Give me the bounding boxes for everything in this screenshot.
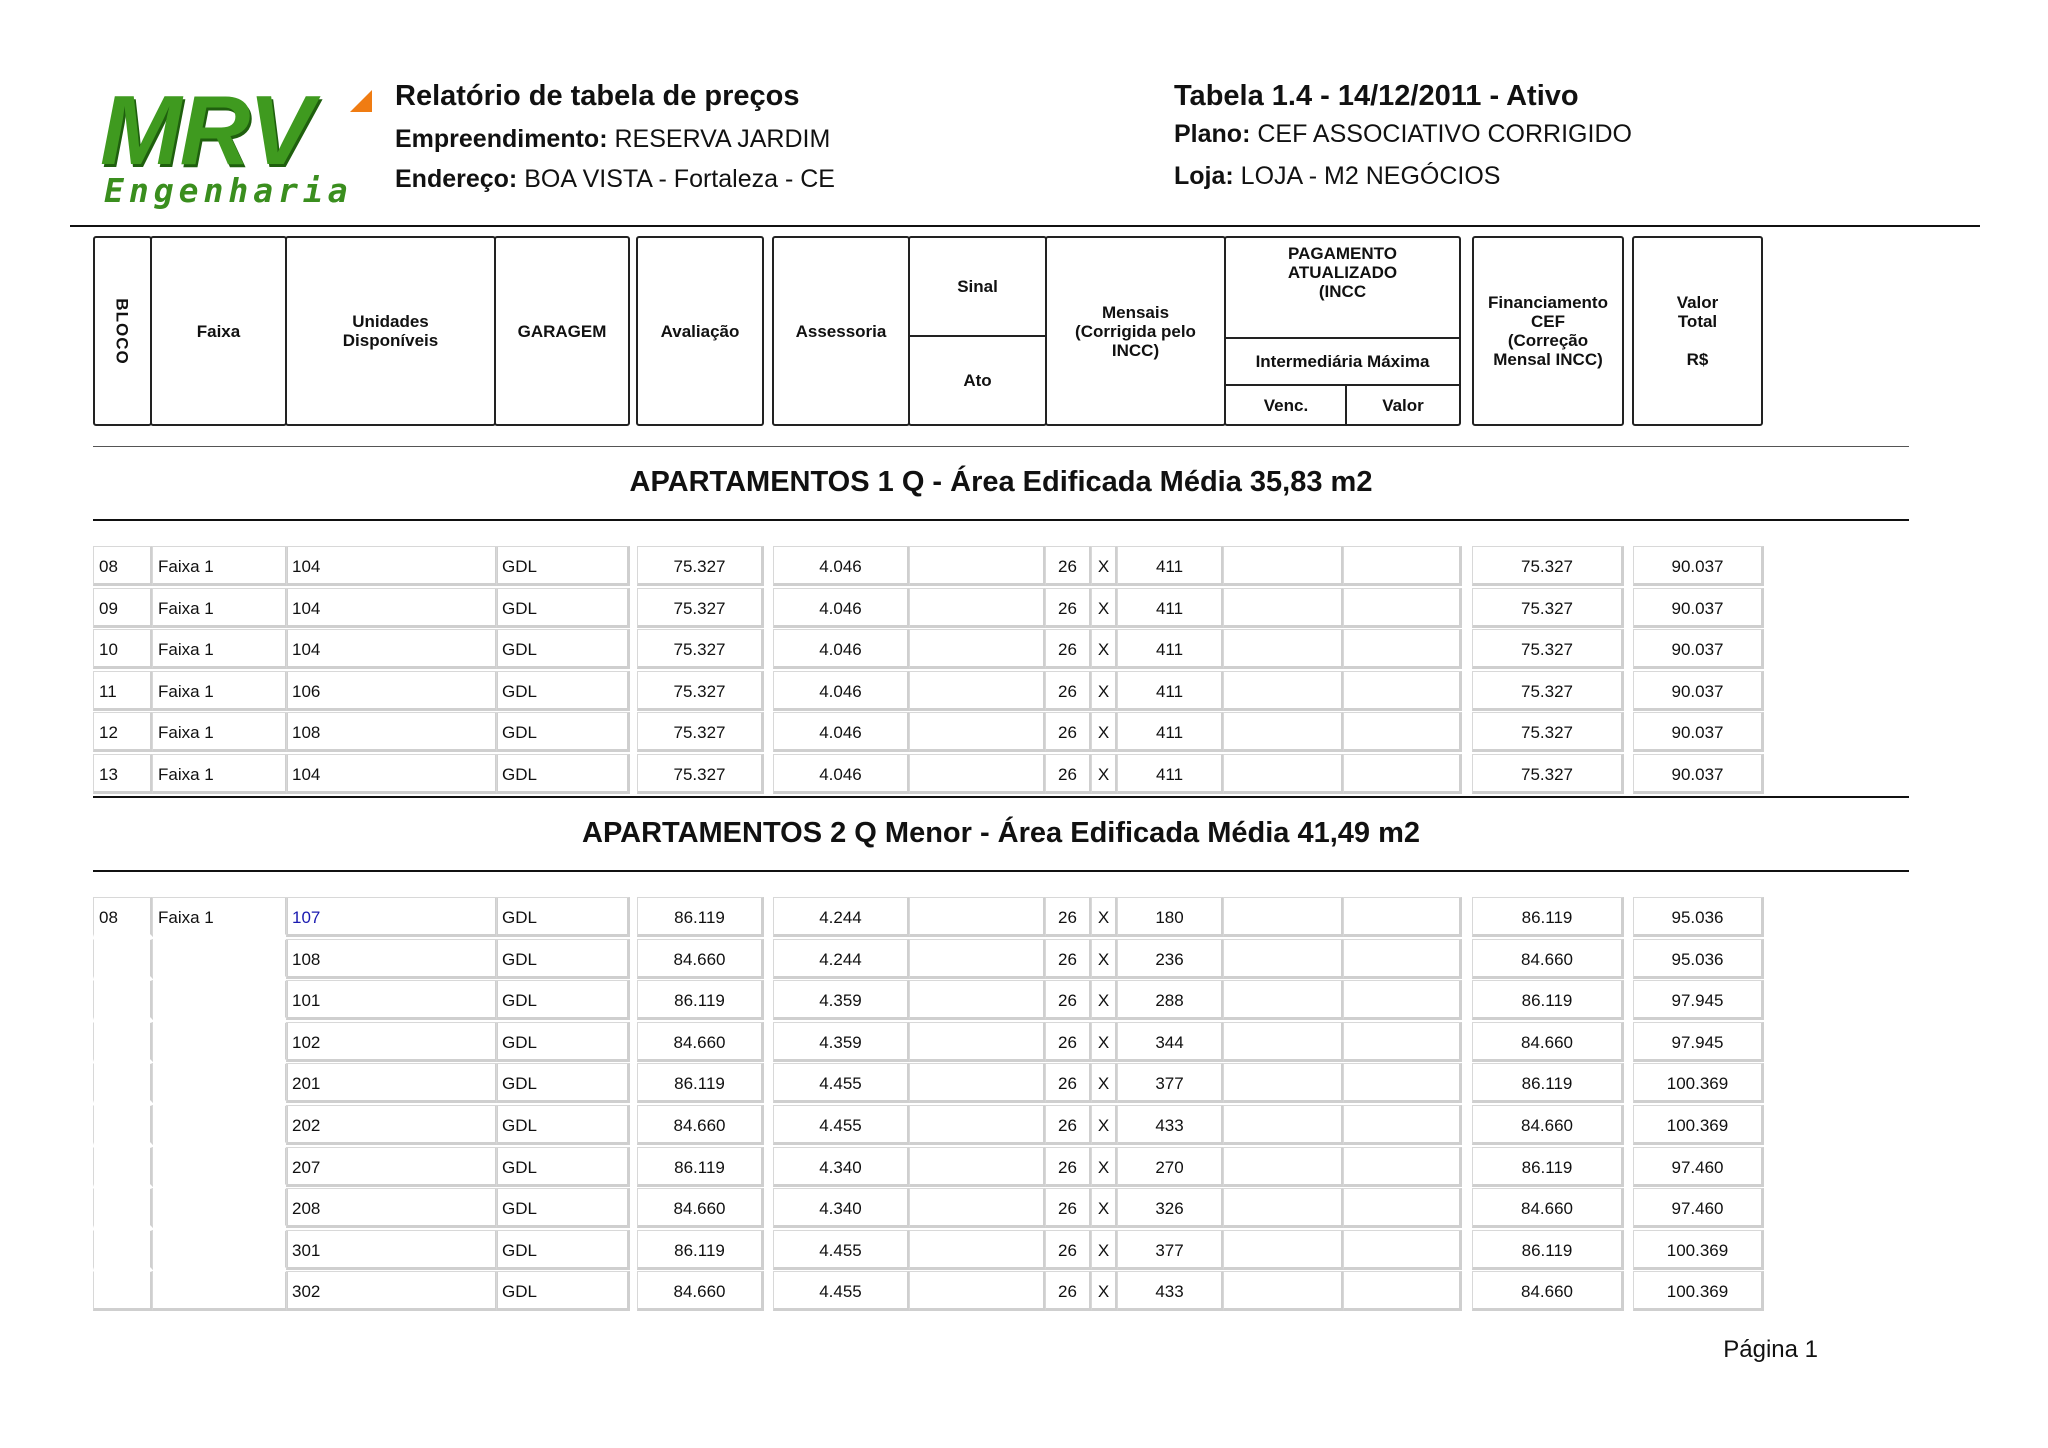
- cell-faixa: [152, 1147, 288, 1187]
- cell-garagem: GDL: [496, 1147, 630, 1187]
- cell-x: X: [1091, 588, 1118, 628]
- cell-x: X: [1091, 754, 1118, 794]
- section-title-2q: APARTAMENTOS 2 Q Menor - Área Edificada Média 41,49 m2: [582, 817, 1420, 849]
- cell-valor: [1343, 939, 1462, 979]
- cell-assessoria: 4.244: [773, 939, 910, 979]
- section2-top-rule: [93, 796, 1909, 798]
- cell-ato: [909, 1105, 1046, 1145]
- cell-garagem: GDL: [496, 1230, 630, 1270]
- cell-avaliacao: 75.327: [637, 754, 764, 794]
- cell-mensal: 236: [1117, 939, 1224, 979]
- cell-unidade: 104: [286, 754, 498, 794]
- cell-bloco: [93, 1105, 153, 1145]
- cell-faixa: [152, 1063, 288, 1103]
- cell-bloco: 13: [93, 754, 153, 794]
- cell-n: 26: [1045, 1063, 1092, 1103]
- cell-valor: [1343, 1022, 1462, 1062]
- col-intermediaria: Intermediária Máxima: [1255, 352, 1430, 371]
- cell-valor: [1343, 1147, 1462, 1187]
- cell-assessoria: 4.340: [773, 1147, 910, 1187]
- table-row: [0, 980, 2048, 1020]
- cell-total: 90.037: [1633, 546, 1764, 586]
- cell-venc: [1223, 546, 1344, 586]
- cell-x: X: [1091, 980, 1118, 1020]
- cell-mensal: 411: [1117, 712, 1224, 752]
- cell-n: 26: [1045, 1188, 1092, 1228]
- cell-valor: [1343, 980, 1462, 1020]
- cell-ato: [909, 939, 1046, 979]
- col-venc: Venc.: [1263, 395, 1309, 415]
- cell-n: 26: [1045, 1147, 1092, 1187]
- cell-garagem: GDL: [496, 980, 630, 1020]
- cell-garagem: GDL: [496, 1063, 630, 1103]
- cell-total: 95.036: [1633, 939, 1764, 979]
- cell-assessoria: 4.455: [773, 1105, 910, 1145]
- cell-mensal: 433: [1117, 1105, 1224, 1145]
- cell-total: 90.037: [1633, 671, 1764, 711]
- cell-bloco: 08: [93, 546, 153, 586]
- empreendimento-line: [395, 125, 830, 154]
- cell-x: X: [1091, 1188, 1118, 1228]
- cell-mensal: 326: [1117, 1188, 1224, 1228]
- cell-unidade: 202: [286, 1105, 498, 1145]
- endereco-value: BOA VISTA - Fortaleza - CE: [524, 165, 835, 193]
- cell-venc: [1223, 897, 1344, 937]
- cell-ato: [909, 671, 1046, 711]
- cell-ato: [909, 588, 1046, 628]
- cell-avaliacao: 75.327: [637, 546, 764, 586]
- cell-mensal: 344: [1117, 1022, 1224, 1062]
- cell-venc: [1223, 1230, 1344, 1270]
- logo-subtitle: Engenharia: [104, 171, 353, 210]
- cell-assessoria: 4.359: [773, 980, 910, 1020]
- col-sinal: Sinal: [957, 277, 998, 296]
- cell-unidade: 108: [286, 939, 498, 979]
- cell-bloco: [93, 939, 153, 979]
- cell-x: X: [1091, 629, 1118, 669]
- cell-financiamento: 84.660: [1472, 1188, 1624, 1228]
- cell-unidade: 104: [286, 629, 498, 669]
- cell-faixa: [152, 1271, 288, 1311]
- cell-garagem: GDL: [496, 754, 630, 794]
- cell-venc: [1223, 1063, 1344, 1103]
- cell-unidade: 108: [286, 712, 498, 752]
- cell-x: X: [1091, 1271, 1118, 1311]
- cell-x: X: [1091, 1022, 1118, 1062]
- cell-x: X: [1091, 939, 1118, 979]
- cell-financiamento: 86.119: [1472, 897, 1624, 937]
- cell-mensal: 377: [1117, 1063, 1224, 1103]
- table-row: [0, 1271, 2048, 1311]
- cell-avaliacao: 84.660: [637, 1188, 764, 1228]
- cell-garagem: GDL: [496, 712, 630, 752]
- cell-garagem: GDL: [496, 588, 630, 628]
- cell-mensal: 411: [1117, 588, 1224, 628]
- report-title: Relatório de tabela de preços: [395, 80, 800, 112]
- cell-x: X: [1091, 1147, 1118, 1187]
- cell-total: 97.945: [1633, 980, 1764, 1020]
- cell-ato: [909, 629, 1046, 669]
- cell-avaliacao: 86.119: [637, 1147, 764, 1187]
- cell-mensal: 411: [1117, 629, 1224, 669]
- cell-bloco: [93, 1063, 153, 1103]
- table-row: [0, 1063, 2048, 1103]
- cell-financiamento: 84.660: [1472, 939, 1624, 979]
- cell-total: 90.037: [1633, 754, 1764, 794]
- cell-venc: [1223, 712, 1344, 752]
- cell-ato: [909, 754, 1046, 794]
- cell-valor: [1343, 1188, 1462, 1228]
- cell-unidade: 207: [286, 1147, 498, 1187]
- cell-faixa: [152, 980, 288, 1020]
- cell-mensal: 377: [1117, 1230, 1224, 1270]
- cell-avaliacao: 86.119: [637, 1063, 764, 1103]
- mrv-logo: [100, 75, 370, 210]
- endereco-line: [395, 165, 835, 194]
- table-row: [0, 897, 2048, 937]
- cell-assessoria: 4.046: [773, 712, 910, 752]
- cell-financiamento: 75.327: [1472, 629, 1624, 669]
- cell-valor: [1343, 1063, 1462, 1103]
- cell-valor: [1343, 754, 1462, 794]
- table-row: [0, 1105, 2048, 1145]
- cell-avaliacao: 86.119: [637, 980, 764, 1020]
- cell-mensal: 411: [1117, 671, 1224, 711]
- col-garagem: GARAGEM: [494, 236, 630, 426]
- cell-venc: [1223, 671, 1344, 711]
- cell-total: 100.369: [1633, 1063, 1764, 1103]
- cell-valor: [1343, 1271, 1462, 1311]
- cell-valor: [1343, 629, 1462, 669]
- cell-faixa: [152, 1022, 288, 1062]
- cell-mensal: 270: [1117, 1147, 1224, 1187]
- cell-bloco: 08: [93, 897, 153, 937]
- cell-bloco: 09: [93, 588, 153, 628]
- cell-garagem: GDL: [496, 1188, 630, 1228]
- cell-n: 26: [1045, 546, 1092, 586]
- cell-n: 26: [1045, 897, 1092, 937]
- cell-assessoria: 4.455: [773, 1230, 910, 1270]
- cell-x: X: [1091, 671, 1118, 711]
- col-bloco: BLOCO: [93, 236, 152, 426]
- cell-bloco: 11: [93, 671, 153, 711]
- cell-assessoria: 4.046: [773, 588, 910, 628]
- table-row: [0, 1188, 2048, 1228]
- cell-x: X: [1091, 712, 1118, 752]
- cell-bloco: [93, 1022, 153, 1062]
- cell-avaliacao: 75.327: [637, 712, 764, 752]
- col-ato: Ato: [963, 371, 992, 390]
- cell-ato: [909, 712, 1046, 752]
- col-pagamento: PAGAMENTO ATUALIZADO (INCC: [1287, 244, 1398, 301]
- cell-mensal: 411: [1117, 754, 1224, 794]
- loja-label: Loja:: [1174, 162, 1234, 190]
- cell-financiamento: 84.660: [1472, 1271, 1624, 1311]
- cell-mensal: 288: [1117, 980, 1224, 1020]
- cell-assessoria: 4.046: [773, 754, 910, 794]
- cell-garagem: GDL: [496, 546, 630, 586]
- cell-valor: [1343, 1105, 1462, 1145]
- cell-n: 26: [1045, 1022, 1092, 1062]
- cell-x: X: [1091, 897, 1118, 937]
- cell-unidade: 104: [286, 546, 498, 586]
- cell-valor: [1343, 897, 1462, 937]
- cell-avaliacao: 84.660: [637, 939, 764, 979]
- cell-assessoria: 4.359: [773, 1022, 910, 1062]
- cell-total: 90.037: [1633, 629, 1764, 669]
- cell-garagem: GDL: [496, 1271, 630, 1311]
- cell-total: 100.369: [1633, 1230, 1764, 1270]
- cell-ato: [909, 546, 1046, 586]
- cell-total: 97.945: [1633, 1022, 1764, 1062]
- cell-garagem: GDL: [496, 1022, 630, 1062]
- cell-ato: [909, 1230, 1046, 1270]
- cell-total: 100.369: [1633, 1105, 1764, 1145]
- cell-venc: [1223, 1271, 1344, 1311]
- cell-financiamento: 86.119: [1472, 1063, 1624, 1103]
- col-unidades: Unidades Disponíveis: [285, 236, 496, 426]
- cell-faixa: Faixa 1: [152, 671, 288, 711]
- cell-bloco: [93, 1147, 153, 1187]
- cell-x: X: [1091, 546, 1118, 586]
- table-row: [0, 712, 2048, 752]
- cell-garagem: GDL: [496, 1105, 630, 1145]
- empreendimento-value: RESERVA JARDIM: [614, 125, 831, 153]
- table-row: [0, 671, 2048, 711]
- section-title-1q: APARTAMENTOS 1 Q - Área Edificada Média 35,83 m2: [629, 466, 1373, 498]
- cell-venc: [1223, 939, 1344, 979]
- loja-value: LOJA - M2 NEGÓCIOS: [1240, 162, 1501, 190]
- cell-avaliacao: 84.660: [637, 1022, 764, 1062]
- cell-faixa: [152, 1105, 288, 1145]
- col-financiamento: Financiamento CEF (Correção Mensal INCC): [1472, 236, 1624, 426]
- table-row: [0, 1230, 2048, 1270]
- cell-valor: [1343, 588, 1462, 628]
- cell-valor: [1343, 1230, 1462, 1270]
- cell-assessoria: 4.340: [773, 1188, 910, 1228]
- table-row: [0, 1022, 2048, 1062]
- cell-assessoria: 4.244: [773, 897, 910, 937]
- cell-financiamento: 75.327: [1472, 712, 1624, 752]
- cell-bloco: 12: [93, 712, 153, 752]
- cell-ato: [909, 980, 1046, 1020]
- header-divider: [70, 225, 1980, 227]
- cell-unidade: 102: [286, 1022, 498, 1062]
- cell-assessoria: 4.046: [773, 546, 910, 586]
- loja-line: [1174, 162, 1500, 191]
- cell-faixa: Faixa 1: [152, 897, 288, 937]
- cell-avaliacao: 86.119: [637, 1230, 764, 1270]
- cell-faixa: [152, 1188, 288, 1228]
- cell-unidade: 201: [286, 1063, 498, 1103]
- cell-x: X: [1091, 1230, 1118, 1270]
- col-assessoria: Assessoria: [772, 236, 910, 426]
- cell-bloco: [93, 1188, 153, 1228]
- cell-x: X: [1091, 1105, 1118, 1145]
- cell-bloco: [93, 980, 153, 1020]
- cell-total: 90.037: [1633, 588, 1764, 628]
- cell-faixa: Faixa 1: [152, 712, 288, 752]
- table-row: [0, 629, 2048, 669]
- cell-financiamento: 75.327: [1472, 754, 1624, 794]
- cell-venc: [1223, 1147, 1344, 1187]
- col-pagamento-group: [1224, 236, 1461, 426]
- table-row: [0, 546, 2048, 586]
- cell-assessoria: 4.455: [773, 1063, 910, 1103]
- cell-unidade: 302: [286, 1271, 498, 1311]
- cell-ato: [909, 1188, 1046, 1228]
- cell-mensal: 433: [1117, 1271, 1224, 1311]
- cell-x: X: [1091, 1063, 1118, 1103]
- cell-n: 26: [1045, 980, 1092, 1020]
- logo-swoosh-icon: [350, 90, 372, 112]
- endereco-label: Endereço:: [395, 165, 518, 193]
- cell-venc: [1223, 1022, 1344, 1062]
- cell-financiamento: 75.327: [1472, 546, 1624, 586]
- cell-venc: [1223, 588, 1344, 628]
- cell-faixa: [152, 939, 288, 979]
- cell-n: 26: [1045, 588, 1092, 628]
- table-row: [0, 1147, 2048, 1187]
- section1-bottom-rule: [93, 519, 1909, 521]
- cell-avaliacao: 86.119: [637, 897, 764, 937]
- col-valor-total: Valor Total R$: [1632, 236, 1763, 426]
- cell-venc: [1223, 980, 1344, 1020]
- cell-avaliacao: 75.327: [637, 629, 764, 669]
- cell-faixa: Faixa 1: [152, 588, 288, 628]
- cell-garagem: GDL: [496, 897, 630, 937]
- cell-faixa: Faixa 1: [152, 754, 288, 794]
- cell-financiamento: 84.660: [1472, 1022, 1624, 1062]
- cell-mensal: 180: [1117, 897, 1224, 937]
- cell-n: 26: [1045, 712, 1092, 752]
- cell-n: 26: [1045, 1271, 1092, 1311]
- cell-ato: [909, 897, 1046, 937]
- cell-avaliacao: 75.327: [637, 588, 764, 628]
- cell-assessoria: 4.046: [773, 671, 910, 711]
- cell-financiamento: 86.119: [1472, 1147, 1624, 1187]
- cell-ato: [909, 1271, 1046, 1311]
- cell-n: 26: [1045, 754, 1092, 794]
- cell-unidade: 101: [286, 980, 498, 1020]
- plano-label: Plano:: [1174, 120, 1251, 148]
- col-avaliacao: Avaliação: [636, 236, 764, 426]
- table-row: [0, 754, 2048, 794]
- cell-unidade: 104: [286, 588, 498, 628]
- cell-total: 100.369: [1633, 1271, 1764, 1311]
- col-valor: Valor: [1382, 395, 1424, 415]
- cell-avaliacao: 75.327: [637, 671, 764, 711]
- cell-unidade: 106: [286, 671, 498, 711]
- cell-venc: [1223, 629, 1344, 669]
- cell-garagem: GDL: [496, 939, 630, 979]
- cell-unidade: 301: [286, 1230, 498, 1270]
- cell-bloco: [93, 1271, 153, 1311]
- cell-mensal: 411: [1117, 546, 1224, 586]
- plano-line: [1174, 120, 1632, 149]
- table-row: [0, 939, 2048, 979]
- cell-avaliacao: 84.660: [637, 1271, 764, 1311]
- cell-n: 26: [1045, 629, 1092, 669]
- cell-valor: [1343, 712, 1462, 752]
- cell-financiamento: 84.660: [1472, 1105, 1624, 1145]
- cell-garagem: GDL: [496, 671, 630, 711]
- col-faixa: Faixa: [150, 236, 287, 426]
- plano-value: CEF ASSOCIATIVO CORRIGIDO: [1257, 120, 1632, 148]
- cell-unidade[interactable]: 107: [286, 897, 498, 937]
- cell-n: 26: [1045, 1230, 1092, 1270]
- cell-total: 97.460: [1633, 1188, 1764, 1228]
- cell-financiamento: 75.327: [1472, 671, 1624, 711]
- page-number: Página 1: [1723, 1336, 1818, 1363]
- cell-n: 26: [1045, 671, 1092, 711]
- cell-venc: [1223, 1188, 1344, 1228]
- cell-bloco: 10: [93, 629, 153, 669]
- empreendimento-label: Empreendimento:: [395, 125, 608, 153]
- cell-ato: [909, 1147, 1046, 1187]
- cell-total: 95.036: [1633, 897, 1764, 937]
- cell-n: 26: [1045, 1105, 1092, 1145]
- cell-faixa: [152, 1230, 288, 1270]
- cell-assessoria: 4.455: [773, 1271, 910, 1311]
- cell-avaliacao: 84.660: [637, 1105, 764, 1145]
- table-row: [0, 588, 2048, 628]
- cell-valor: [1343, 671, 1462, 711]
- cell-ato: [909, 1063, 1046, 1103]
- col-mensais: Mensais (Corrigida pelo INCC): [1045, 236, 1226, 426]
- cell-venc: [1223, 1105, 1344, 1145]
- logo-mark: MRV: [100, 75, 312, 185]
- cell-total: 90.037: [1633, 712, 1764, 752]
- cell-faixa: Faixa 1: [152, 546, 288, 586]
- cell-faixa: Faixa 1: [152, 629, 288, 669]
- cell-ato: [909, 1022, 1046, 1062]
- cell-venc: [1223, 754, 1344, 794]
- cell-valor: [1343, 546, 1462, 586]
- section1-top-rule: [93, 446, 1909, 447]
- tabela-title: Tabela 1.4 - 14/12/2011 - Ativo: [1174, 80, 1579, 112]
- col-sinal-group: [908, 236, 1047, 426]
- cell-financiamento: 75.327: [1472, 588, 1624, 628]
- section2-bottom-rule: [93, 870, 1909, 872]
- cell-n: 26: [1045, 939, 1092, 979]
- cell-total: 97.460: [1633, 1147, 1764, 1187]
- cell-financiamento: 86.119: [1472, 1230, 1624, 1270]
- cell-unidade: 208: [286, 1188, 498, 1228]
- cell-bloco: [93, 1230, 153, 1270]
- cell-financiamento: 86.119: [1472, 980, 1624, 1020]
- cell-assessoria: 4.046: [773, 629, 910, 669]
- cell-garagem: GDL: [496, 629, 630, 669]
